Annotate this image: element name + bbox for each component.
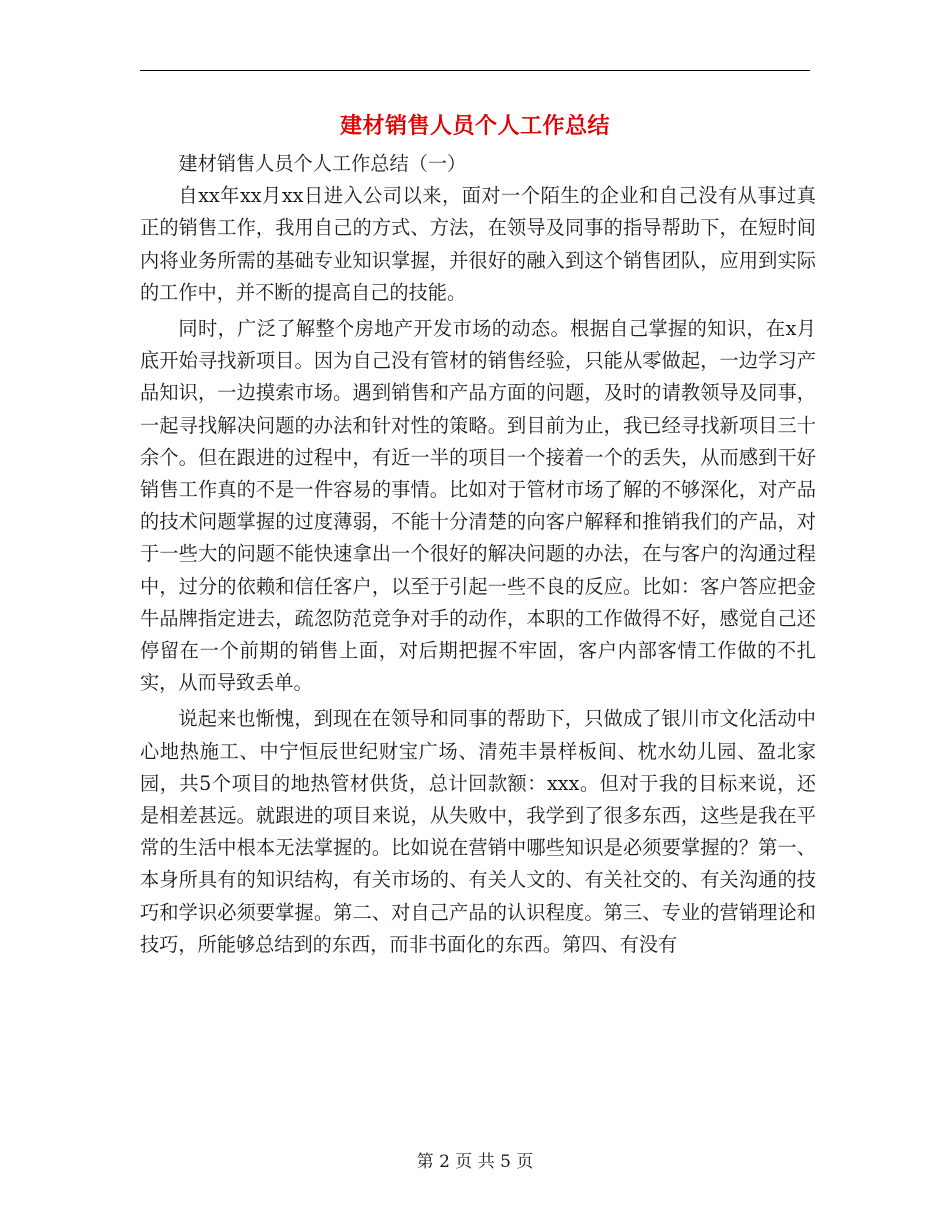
paragraph-1: 自xx年xx月xx日进入公司以来，面对一个陌生的企业和自己没有从事过真正的销售工作，我用自己的方式、方法，在领导及同事的指导帮助下，在短时间内将业务所需的基础专业知识掌握，并很好的融入到这个销售团队，应用到实际的工作中，并不断的提高自己的技能。 (140, 184, 816, 304)
document-subtitle: 建材销售人员个人工作总结（一） (178, 152, 467, 175)
paragraph-2: 同时，广泛了解整个房地产开发市场的动态。根据自己掌握的知识，在x月底开始寻找新项目。因为自己没有管材的销售经验，只能从零做起，一边学习产品知识，一边摸索市场。遇到销售和产品方面的问题，及时的请教领导及同事，一起寻找解决问题的办法和针对性的策略。到目前为止，我已经寻找新项目三十余个。但在跟进的过程中，有近一半的项目一个接着一个的丢失，从而感到干好销售工作真的不是一件容易的事情。比如对于管材市场了解的不够深化，对产品的技术问题掌握的过度薄弱，不能十分清楚的向客户解释和推销我们的产品，对于一些大的问题不能快速拿出一个很好的解决问题的办法，在与客户的沟通过程中，过分的依赖和信任客户，以至于引起一些不良的反应。比如：客户答应把金牛品牌指定进去，疏忽防范竞争对手的动作，本职的工作做得不好，感觉自己还停留在一个前期的销售上面，对后期把握不牢固，客户内部客情工作做的不扎实，从而导致丢单。 (140, 317, 816, 695)
header-rule (140, 70, 810, 71)
document-body (140, 148, 816, 965)
document-title: 建材销售人员个人工作总结 (339, 113, 610, 139)
paragraph-3: 说起来也惭愧，到现在在领导和同事的帮助下，只做成了银川市文化活动中心地热施工、中宁恒辰世纪财宝广场、清苑丰景样板间、枕水幼儿园、盈北家园，共5个项目的地热管材供货，总计回款额：xxx。但对于我的目标来说，还是相差甚远。就跟进的项目来说，从失败中，我学到了很多东西，这些是我在平常的生活中根本无法掌握的。比如说在营销中哪些知识是必须要掌握的？第一、本身所具有的知识结构，有关市场的、有关人文的、有关社交的、有关沟通的技巧和学识必须要掌握。第二、对自己产品的认识程度。第三、专业的营销理论和技巧，所能够总结到的东西，而非书面化的东西。第四、有没有 (140, 707, 816, 956)
page-number-footer: 第 2 页 共 5 页 (416, 1152, 534, 1172)
